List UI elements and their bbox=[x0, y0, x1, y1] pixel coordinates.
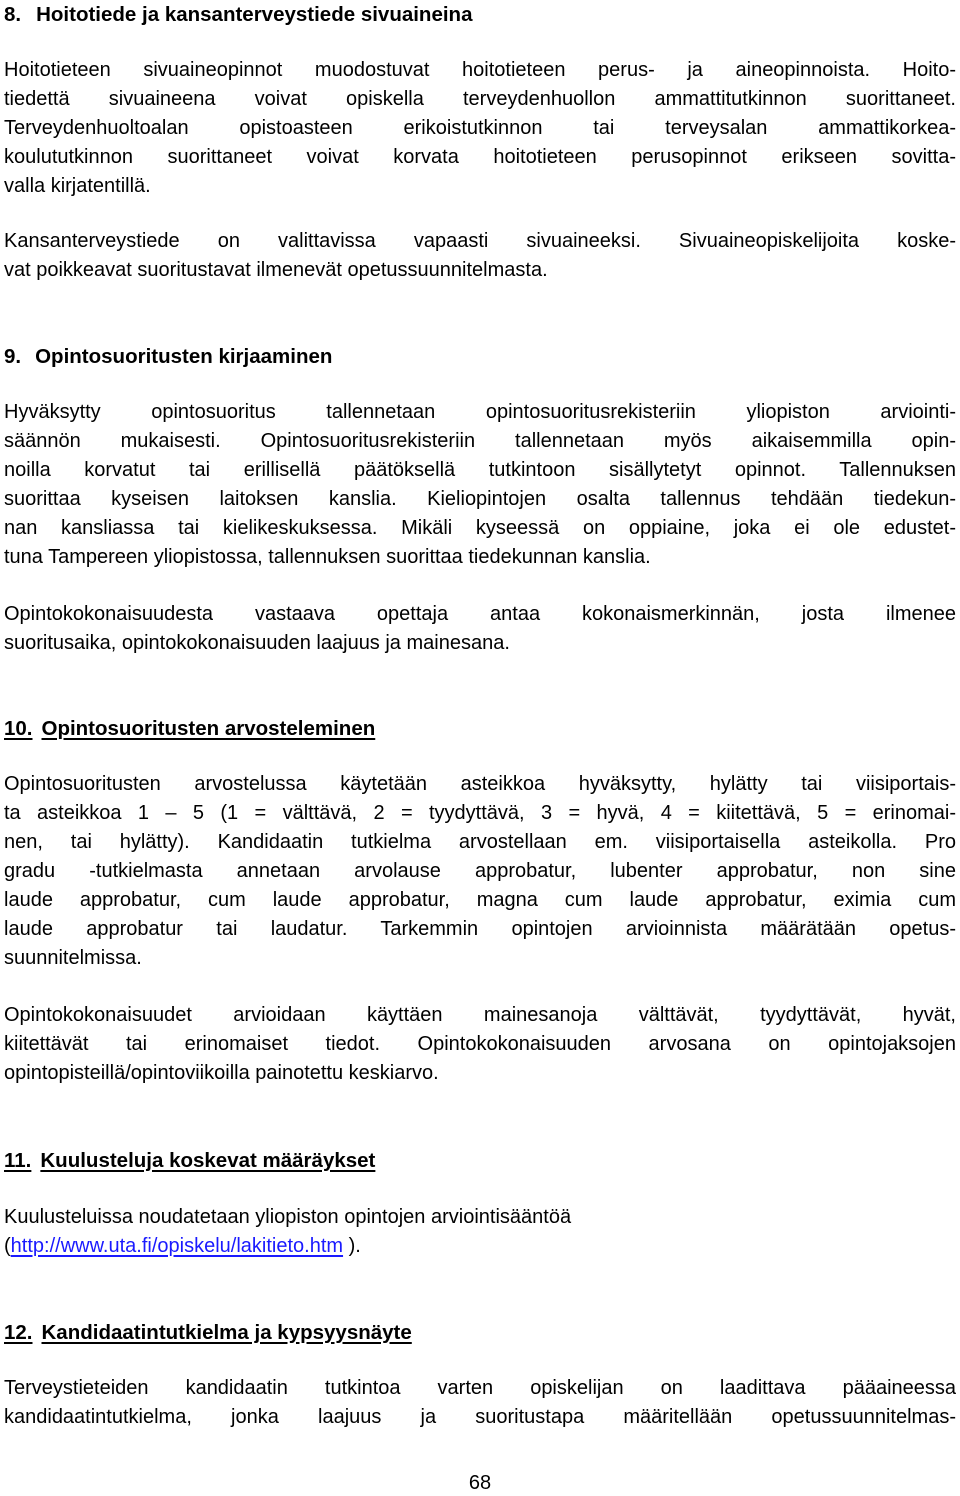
section-number: 10. bbox=[4, 717, 33, 740]
text-line: Kansanterveystiede on valittavissa vapaasti sivuaineeksi. Sivuaineopiskelijoita koske- bbox=[4, 230, 956, 252]
text-line: laude approbatur, cum laude approbatur, magna cum laude approbatur, eximia cum bbox=[4, 889, 956, 911]
section-8-heading bbox=[4, 2, 472, 28]
section-title: Hoitotiede ja kansanterveystiede sivuaineina bbox=[36, 3, 473, 26]
page-number: 68 bbox=[468, 1472, 492, 1494]
close-paren: ). bbox=[343, 1235, 361, 1257]
text-line: opintopisteillä/opintoviikoilla painotettu keskiarvo. bbox=[4, 1062, 439, 1084]
text-line: Kuulusteluissa noudatetaan yliopiston opintojen arviointisääntöä bbox=[4, 1206, 572, 1228]
text-line: vat poikkeavat suoritustavat ilmenevät opetussuunnitelmasta. bbox=[4, 259, 548, 281]
text-line: suorittaa kyseisen laitoksen kanslia. Kieliopintojen osalta tallennus tehdään tiedekun- bbox=[4, 488, 956, 510]
section-title: Kuulusteluja koskevat määräykset bbox=[40, 1149, 376, 1172]
section-number: 9. bbox=[4, 345, 22, 368]
section-number: 11. bbox=[4, 1149, 32, 1172]
text-line: kandidaatintutkielma, jonka laajuus ja suoritustapa määritellään opetussuunnitelmas- bbox=[4, 1406, 956, 1428]
lakitieto-link[interactable]: http://www.uta.fi/opiskelu/lakitieto.htm bbox=[10, 1235, 344, 1257]
text-line: ta asteikkoa 1 – 5 (1 = välttävä, 2 = tyydyttävä, 3 = hyvä, 4 = kiitettävä, 5 = erinomai- bbox=[4, 802, 956, 824]
section-11-heading bbox=[4, 1148, 375, 1174]
text-line: Terveydenhuoltoalan opistoasteen erikoistutkinnon tai terveysalan ammattikorkea- bbox=[4, 117, 956, 139]
text-line: Opintokokonaisuudet arvioidaan käyttäen mainesanoja välttävät, tyydyttävät, hyvät, bbox=[4, 1004, 956, 1026]
text-line: laude approbatur tai laudatur. Tarkemmin opintojen arvioinnista määrätään opetus- bbox=[4, 918, 956, 940]
text-line: tuna Tampereen yliopistossa, tallennuksen suorittaa tiedekunnan kanslia. bbox=[4, 546, 651, 568]
section-title: Kandidaatintutkielma ja kypsyysnäyte bbox=[41, 1321, 412, 1344]
text-line: säännön mukaisesti. Opintosuoritusrekisteriin tallennetaan myös aikaisemmilla opin- bbox=[4, 430, 956, 452]
text-line: kiitettävät tai erinomaiset tiedot. Opintokokonaisuuden arvosana on opintojaksojen bbox=[4, 1033, 956, 1055]
open-paren: ( bbox=[4, 1235, 11, 1257]
text-line: Terveystieteiden kandidaatin tutkintoa varten opiskelijan on laadittava pääaineessa bbox=[4, 1377, 956, 1399]
text-line: valla kirjatentillä. bbox=[4, 175, 151, 197]
section-title: Opintosuoritusten arvosteleminen bbox=[41, 717, 376, 740]
section-number: 8. bbox=[4, 3, 22, 26]
text-line: nen, tai hylätty). Kandidaatin tutkielma arvostellaan em. viisiportaisella asteikolla. Pro bbox=[4, 831, 956, 853]
text-line: gradu -tutkielmasta annetaan arvolause approbatur, lubenter approbatur, non sine bbox=[4, 860, 956, 882]
section-9-heading bbox=[4, 344, 332, 370]
text-line: tiedettä sivuaineena voivat opiskella terveydenhuollon ammattitutkinnon suorittaneet. bbox=[4, 88, 956, 110]
text-line: Opintosuoritusten arvostelussa käytetään asteikkoa hyväksytty, hylätty tai viisiportais- bbox=[4, 773, 956, 795]
text-line: Hyväksytty opintosuoritus tallennetaan opintosuoritusrekisteriin yliopiston arviointi- bbox=[4, 401, 956, 423]
section-10-heading bbox=[4, 716, 375, 742]
section-12-heading bbox=[4, 1320, 412, 1346]
section-number: 12. bbox=[4, 1321, 33, 1344]
text-line: noilla korvatut tai erillisellä päätöksellä tutkintoon sisällytetyt opinnot. Tallennuksen bbox=[4, 459, 956, 481]
text-line: Hoitotieteen sivuaineopinnot muodostuvat hoitotieteen perus- ja aineopinnoista. Hoito- bbox=[4, 59, 956, 81]
text-line: koulututkinnon suorittaneet voivat korvata hoitotieteen perusopinnot erikseen sovitta- bbox=[4, 146, 956, 168]
text-line: suunnitelmissa. bbox=[4, 947, 142, 969]
text-line: Opintokokonaisuudesta vastaava opettaja antaa kokonaismerkinnän, josta ilmenee bbox=[4, 603, 956, 625]
text-line: suoritusaika, opintokokonaisuuden laajuus ja mainesana. bbox=[4, 632, 510, 654]
text-line bbox=[4, 1232, 956, 1261]
section-title: Opintosuoritusten kirjaaminen bbox=[35, 345, 333, 368]
text-line: nan kansliassa tai kielikeskuksessa. Mikäli kyseessä on oppiaine, joka ei ole edustet- bbox=[4, 517, 956, 539]
